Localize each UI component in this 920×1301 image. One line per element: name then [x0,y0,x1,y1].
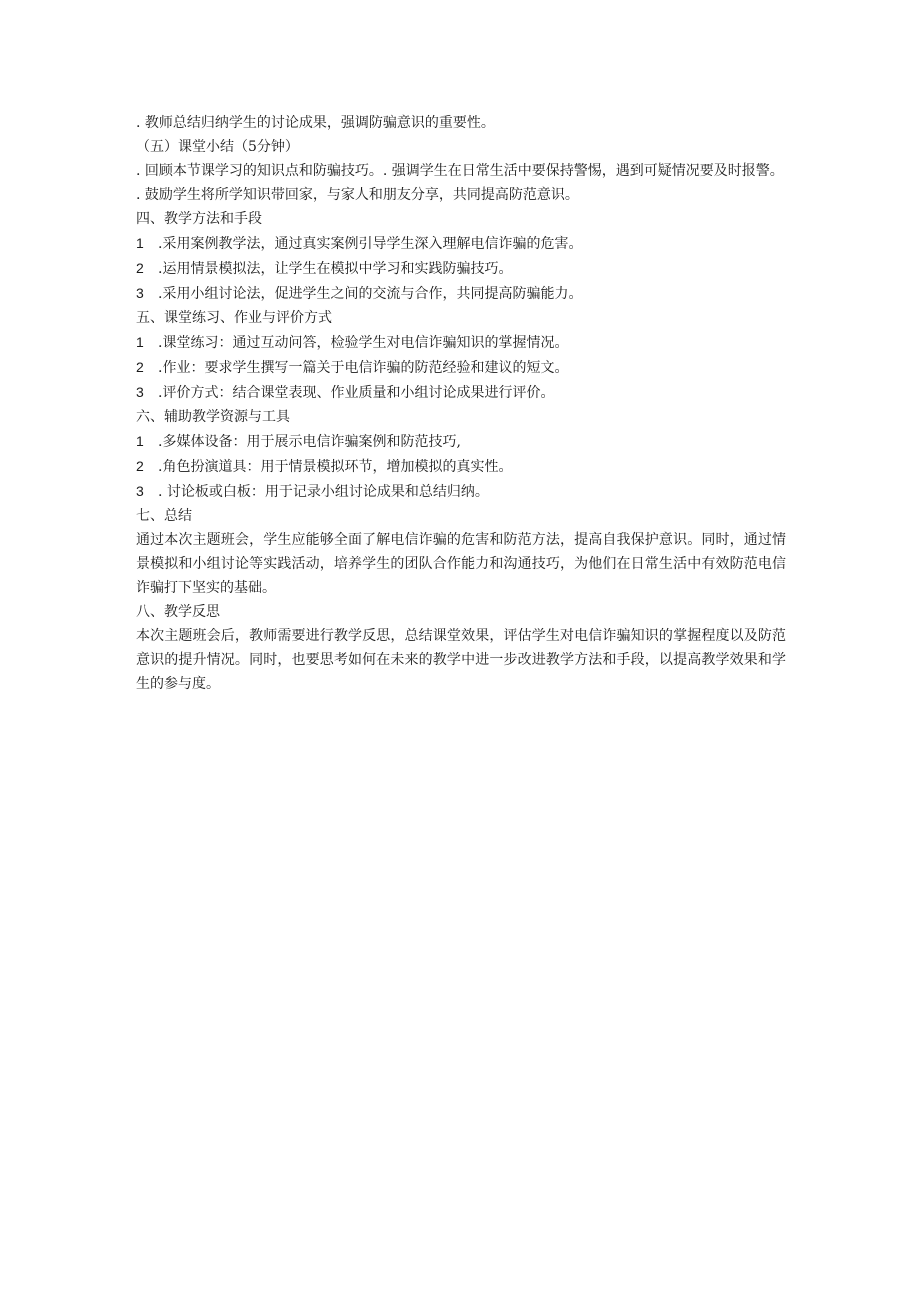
list-text: .作业：要求学生撰写一篇关于电信诈骗的防范经验和建议的短文。 [158,360,569,376]
reflection-paragraph: 本次主题班会后，教师需要进行教学反思，总结课堂效果，评估学生对电信诈骗知识的掌握程度以及防范意识的提升情况。同时，也要思考如何在未来的教学中进一步改进教学方法和手段，以提高教学效果和学生的参与度。 [136,628,786,692]
resources-heading: 六、辅助教学资源与工具 [136,409,290,425]
list-text: .采用案例教学法，通过真实案例引导学生深入理解电信诈骗的危害。 [158,236,583,252]
review-paragraph: . 回顾本节课学习的知识点和防骗技巧。. 强调学生在日常生活中要保持警惕，遇到可疑情况要及时报警。 [136,163,784,179]
conclusion-paragraph: 通过本次主题班会，学生应能够全面了解电信诈骗的危害和防范方法，提高自我保护意识。同时，通过情景模拟和小组讨论等实践活动，培养学生的团队合作能力和沟通技巧，为他们在日常生活中有效防范电信诈骗打下坚实的基础。 [136,532,786,596]
section-5-heading: （五）课堂小结（5分钟） [136,139,299,155]
list-number: 3 [136,384,144,400]
methods-heading: 四、教学方法和手段 [136,211,262,227]
list-number: 2 [136,359,144,375]
list-number: 2 [136,260,144,276]
list-item [136,231,786,256]
list-item [136,479,786,504]
list-text: .采用小组讨论法，促进学生之间的交流与合作，共同提高防骗能力。 [158,286,583,302]
list-text: .角色扮演道具：用于情景模拟环节，增加模拟的真实性。 [158,459,513,475]
list-item [136,281,786,306]
list-item [136,330,786,355]
list-text: .课堂练习：通过互动问答，检验学生对电信诈骗知识的掌握情况。 [158,335,569,351]
list-number: 3 [136,483,144,499]
list-item [136,454,786,479]
reflection-heading: 八、教学反思 [136,604,220,620]
list-number: 3 [136,285,144,301]
list-item [136,429,786,454]
list-number: 1 [136,235,144,251]
list-item [136,355,786,380]
list-number: 1 [136,334,144,350]
teacher-summary-line: . 教师总结归纳学生的讨论成果，强调防骗意识的重要性。 [136,115,495,131]
list-item [136,380,786,405]
list-text: .评价方式：结合课堂表现、作业质量和小组讨论成果进行评价。 [158,385,555,401]
list-text: .多媒体设备：用于展示电信诈骗案例和防范技巧, [158,434,461,450]
practice-heading: 五、课堂练习、作业与评价方式 [136,310,332,326]
document-page [136,111,786,696]
encourage-line: . 鼓励学生将所学知识带回家，与家人和朋友分享，共同提高防范意识。 [136,187,579,203]
list-text: . 讨论板或白板：用于记录小组讨论成果和总结归纳。 [158,484,489,500]
conclusion-heading: 七、总结 [136,508,192,524]
list-number: 1 [136,433,144,449]
list-item [136,256,786,281]
list-number: 2 [136,458,144,474]
list-text: .运用情景模拟法，让学生在模拟中学习和实践防骗技巧。 [158,261,513,277]
